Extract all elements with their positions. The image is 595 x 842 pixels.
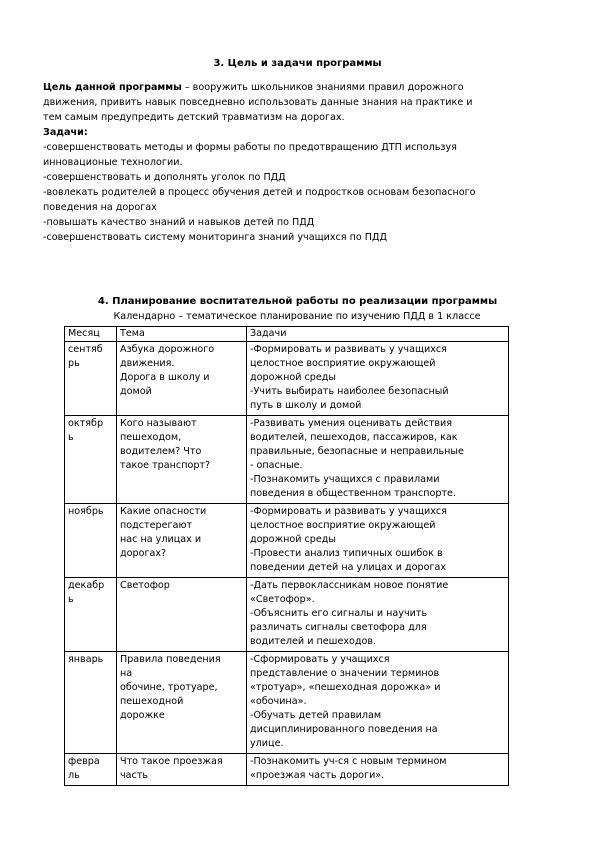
header-topic: Тема: [117, 327, 247, 342]
goal-label: Цель данной программы: [43, 82, 182, 93]
tasks-cell-line: путь в школу и домой: [250, 400, 362, 411]
topic-cell-line: Что такое проезжая: [120, 756, 223, 767]
month-cell: [65, 342, 117, 416]
topic-cell: [117, 416, 247, 504]
month-cell-line: февра: [68, 756, 100, 767]
tasks-cell-line: «тротуар», «пешеходная дорожка» и: [250, 682, 441, 693]
tasks-cell-line: -Познакомить учащихся с правилами: [250, 474, 440, 485]
month-cell-line: ноябрь: [68, 506, 104, 517]
tasks-cell-line: целостное восприятие окружающей: [250, 520, 436, 531]
tasks-cell-line: -Дать первоклассникам новое понятие: [250, 580, 449, 591]
month-cell: [65, 504, 117, 578]
tasks-cell-line: дорожной среды: [250, 372, 337, 383]
table-row: [65, 416, 509, 504]
section3-title: 3. Цель и задачи программы: [213, 58, 382, 69]
topic-cell-line: домой: [120, 386, 152, 397]
topic-cell-line: обочине, тротуаре,: [120, 682, 218, 693]
task-item: -повышать качество знаний и навыков детей по ПДД: [43, 217, 315, 228]
table-row: [65, 504, 509, 578]
tasks-cell-line: -Формировать и развивать у учащихся: [250, 506, 447, 517]
tasks-cell: [247, 652, 509, 754]
topic-cell: [117, 578, 247, 652]
topic-cell-line: дорожке: [120, 710, 165, 721]
topic-cell-line: движения.: [120, 358, 175, 369]
tasks-cell-line: -Объяснить его сигналы и научить: [250, 608, 428, 619]
header-tasks: Задачи: [247, 327, 509, 342]
topic-cell-line: дорогах?: [120, 548, 167, 559]
month-cell-line: рь: [68, 358, 80, 369]
tasks-cell-line: целостное восприятие окружающей: [250, 358, 436, 369]
tasks-cell: [247, 504, 509, 578]
topic-cell-line: Азбука дорожного: [120, 344, 215, 355]
task-item: инновационые технологии.: [43, 157, 183, 168]
month-cell: [65, 754, 117, 786]
tasks-cell-line: водителей и пешеходов.: [250, 636, 377, 647]
topic-cell: [117, 342, 247, 416]
topic-cell-line: Дорога в школу и: [120, 372, 210, 383]
tasks-cell-line: - опасные.: [250, 460, 303, 471]
section4-title: 4. Планирование воспитательной работы по реализации программы: [97, 296, 498, 307]
task-item: поведения на дорогах: [43, 202, 157, 213]
tasks-cell-line: улице.: [250, 738, 284, 749]
tasks-cell-line: «Светофор».: [250, 594, 315, 605]
tasks-cell-line: -Учить выбирать наиболее безопасный: [250, 386, 449, 397]
tasks-cell-line: -Сформировать у учащихся: [250, 654, 390, 665]
month-cell: [65, 652, 117, 754]
tasks-cell-line: -Развивать умения оценивать действия: [250, 418, 453, 429]
table-row: [65, 754, 509, 786]
tasks-cell-line: водителей, пешеходов, пассажиров, как: [250, 432, 458, 443]
tasks-cell-line: «обочина».: [250, 696, 307, 707]
topic-cell-line: Какие опасности: [120, 506, 207, 517]
topic-cell-line: нас на улицах и: [120, 534, 202, 545]
table-header-row: [65, 327, 509, 342]
month-cell: [65, 416, 117, 504]
goal-line: [43, 80, 553, 95]
topic-cell: [117, 652, 247, 754]
month-cell: [65, 578, 117, 652]
goal-paragraph: [43, 80, 553, 245]
topic-cell-line: такое транспорт?: [120, 460, 211, 471]
topic-cell: [117, 504, 247, 578]
table-row: [65, 342, 509, 416]
topic-cell-line: подстерегают: [120, 520, 193, 531]
task-item: -совершенствовать и дополнять уголок по ПДД: [43, 172, 286, 183]
header-month: Месяц: [65, 327, 117, 342]
tasks-cell-line: -Провести анализ типичных ошибок в: [250, 548, 443, 559]
tasks-cell-line: -Обучать детей правилам: [250, 710, 382, 721]
topic-cell: [117, 754, 247, 786]
topic-cell-line: часть: [120, 770, 149, 781]
goal-line: тем самым предупредить детский травматизм на дорогах.: [43, 112, 345, 123]
tasks-cell-line: поведении детей на улицах и дорогах: [250, 562, 447, 573]
table-row: [65, 652, 509, 754]
tasks-cell-line: дорожной среды: [250, 534, 337, 545]
goal-text: – вооружить школьников знаниями правил дорожного: [181, 82, 464, 93]
task-item: -совершенствовать методы и формы работы по предотвращению ДТП используя: [43, 142, 457, 153]
topic-cell-line: водителем? Что: [120, 446, 202, 457]
tasks-cell-line: -Формировать и развивать у учащихся: [250, 344, 447, 355]
tasks-cell-line: дисциплинированного поведения на: [250, 724, 438, 735]
topic-cell-line: пешеходом,: [120, 432, 182, 443]
task-item: -совершенствовать систему мониторинга знаний учащихся по ПДД: [43, 232, 388, 243]
topic-cell-line: Светофор: [120, 580, 170, 591]
tasks-cell-line: представление о значении терминов: [250, 668, 440, 679]
month-cell-line: ь: [68, 432, 74, 443]
tasks-cell: [247, 342, 509, 416]
month-cell-line: сентяб: [68, 344, 103, 355]
month-cell-line: ь: [68, 594, 74, 605]
tasks-label: Задачи:: [43, 127, 88, 138]
month-cell-line: октябр: [68, 418, 104, 429]
plan-subtitle: Календарно – тематическое планирование по изучению ПДД в 1 классе: [113, 311, 481, 322]
topic-cell-line: на: [120, 668, 133, 679]
topic-cell-line: Правила поведения: [120, 654, 221, 665]
tasks-cell: [247, 416, 509, 504]
plan-table: [64, 326, 509, 786]
tasks-cell-line: «проезжая часть дороги».: [250, 770, 385, 781]
task-item: -вовлекать родителей в процесс обучения детей и подростков основам безопасного: [43, 187, 476, 198]
tasks-cell-line: различать сигналы светофора для: [250, 622, 427, 633]
tasks-cell-line: правильные, безопасные и неправильные: [250, 446, 464, 457]
table-row: [65, 578, 509, 652]
tasks-cell-line: поведения в общественном транспорте.: [250, 488, 456, 499]
topic-cell-line: пешеходной: [120, 696, 184, 707]
topic-cell-line: Кого называют: [120, 418, 197, 429]
month-cell-line: январь: [68, 654, 104, 665]
month-cell-line: ль: [68, 770, 80, 781]
tasks-cell: [247, 578, 509, 652]
tasks-cell-line: -Познакомить уч-ся с новым термином: [250, 756, 447, 767]
tasks-cell: [247, 754, 509, 786]
goal-line: движения, привить навык повседневно использовать данные знания на практике и: [43, 97, 473, 108]
month-cell-line: декабр: [68, 580, 105, 591]
